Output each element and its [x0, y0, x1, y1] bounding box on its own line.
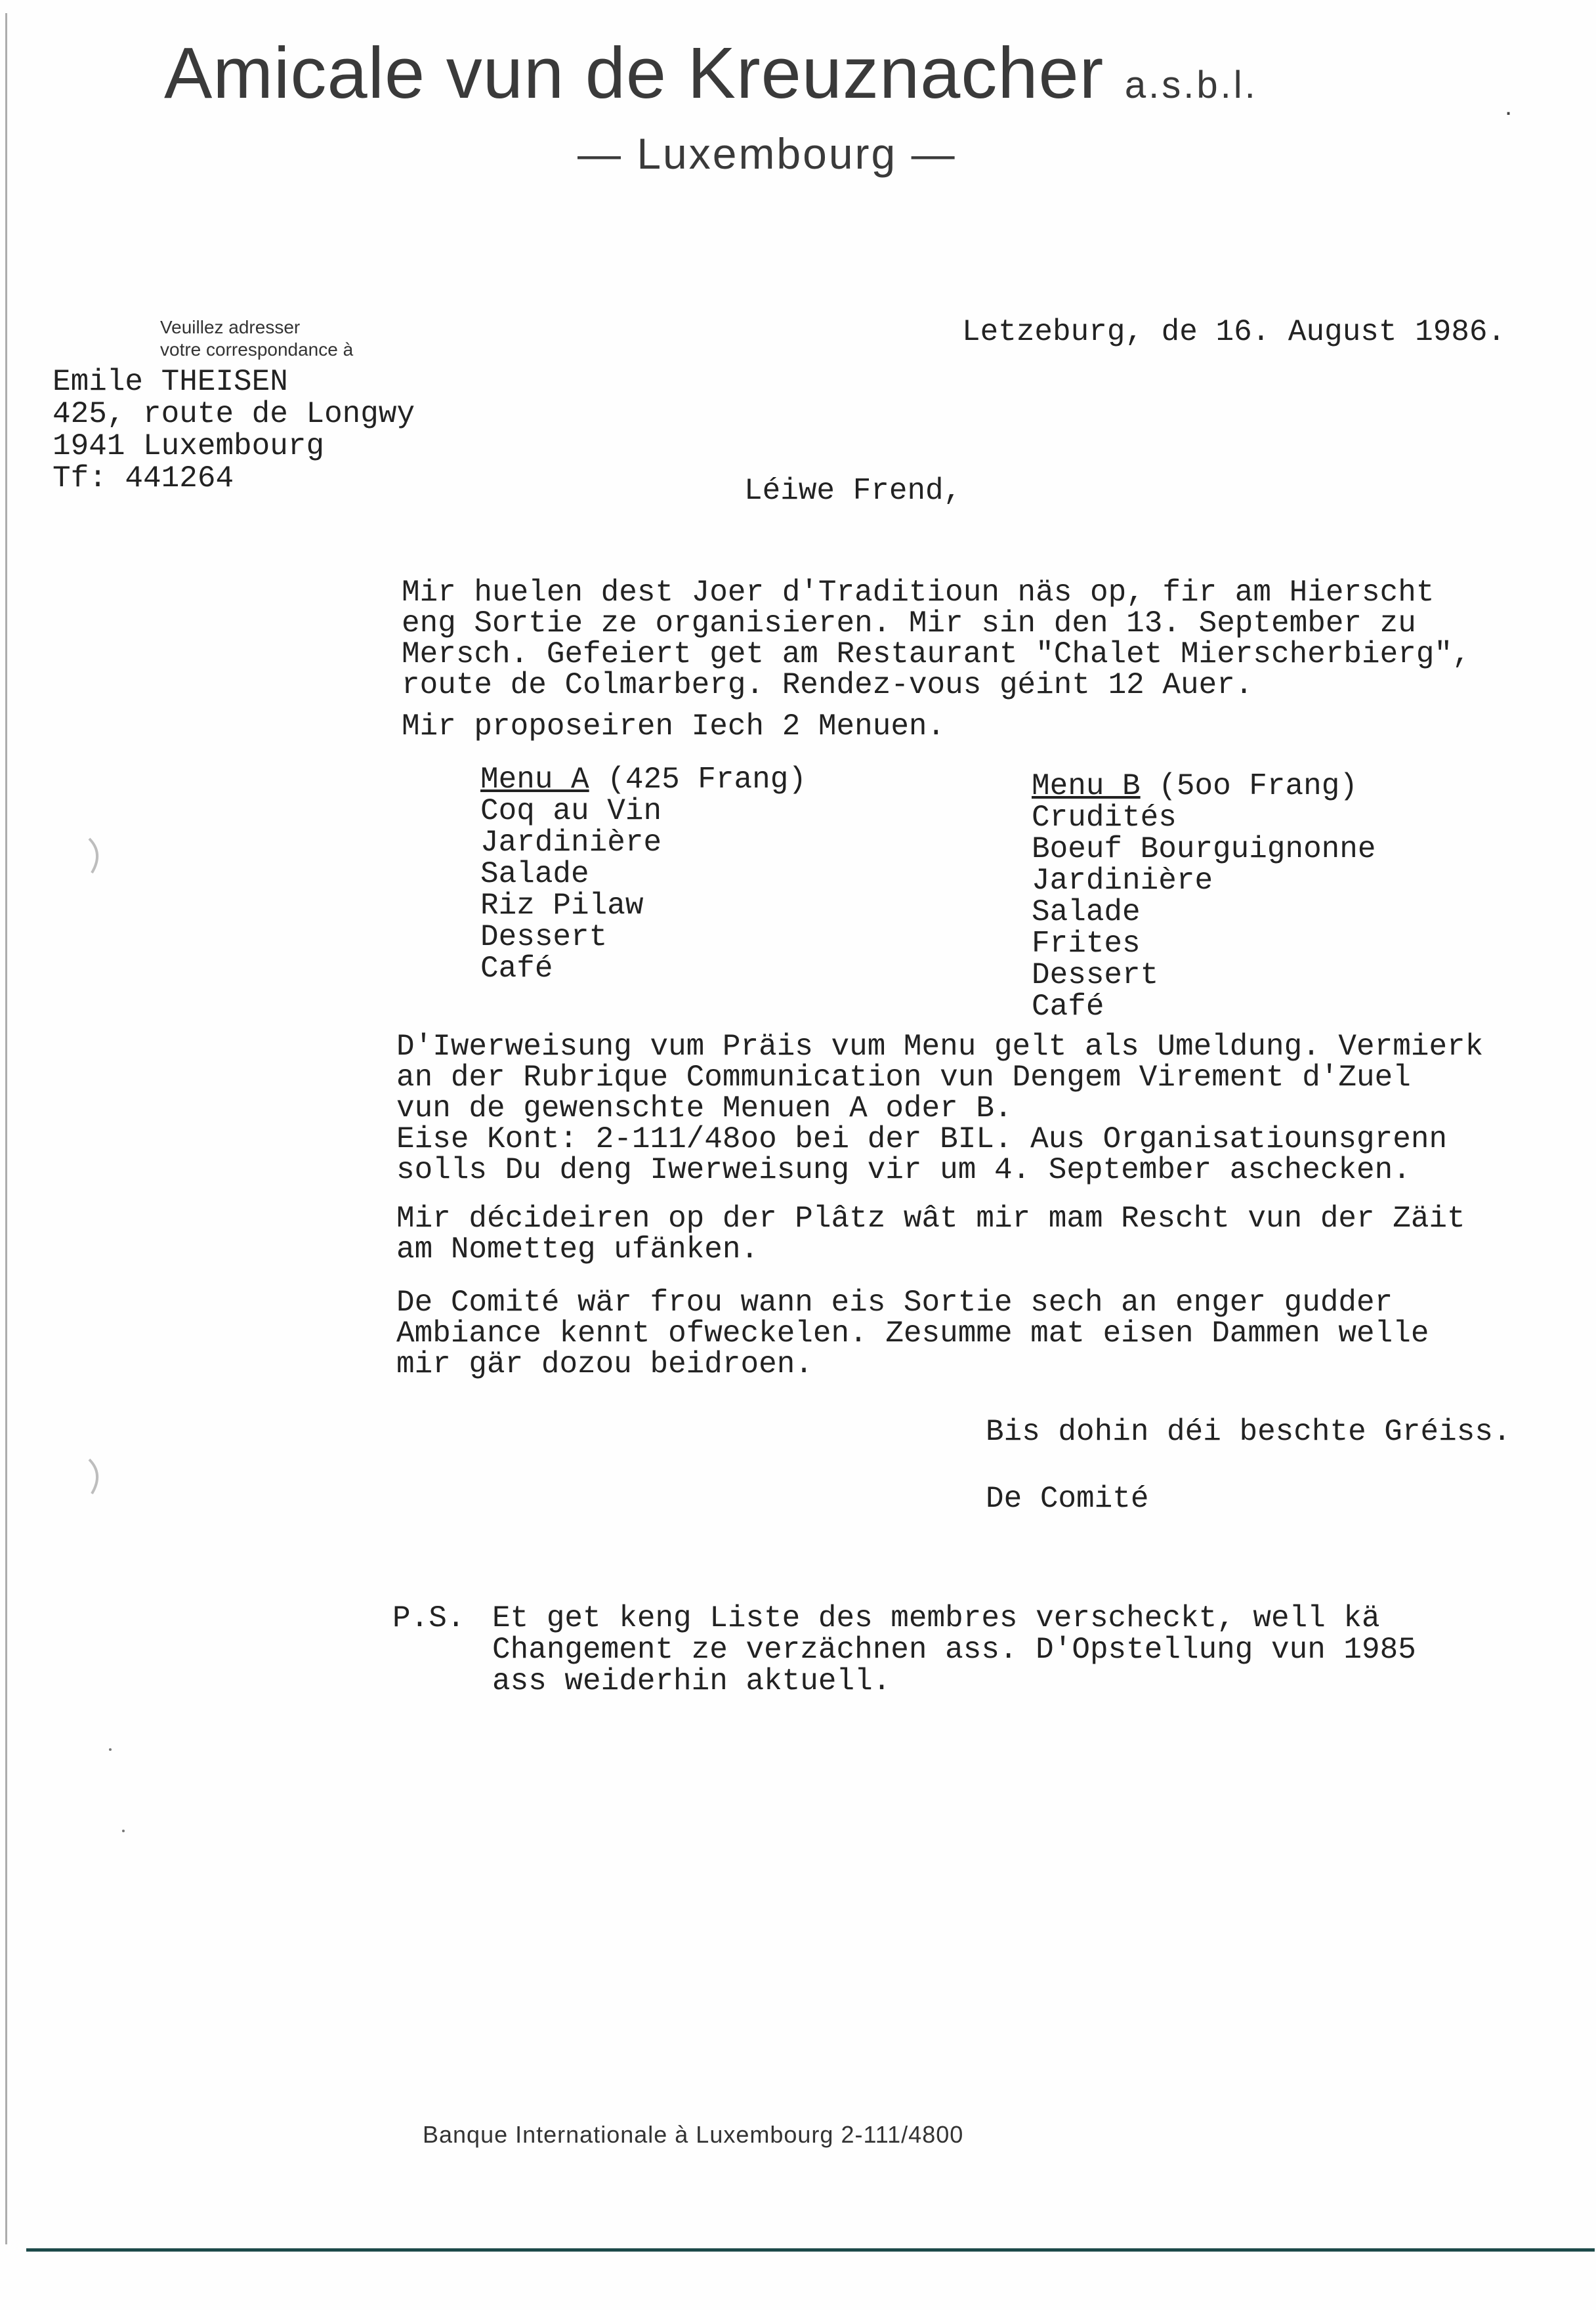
- menu-a-item: Café: [480, 952, 553, 986]
- committee-line: mir gär dozou beidroen.: [396, 1347, 813, 1381]
- payment-line: vun de gewenschte Menuen A oder B.: [396, 1091, 1013, 1125]
- committee-line: Ambiance kennt ofweckelen. Zesumme mat eisen Dammen welle: [396, 1316, 1429, 1351]
- payment-paragraph: [396, 1032, 1483, 1186]
- menu-b-price: (5oo Frang): [1158, 769, 1358, 803]
- page-edge-shadow: [5, 13, 7, 2244]
- paper-speck: [122, 1830, 125, 1832]
- closing-greeting: Bis dohin déi beschte Gréiss.: [986, 1415, 1511, 1449]
- intro-paragraph: [402, 578, 1471, 701]
- intro-line: route de Colmarberg. Rendez-vous géint 12 Auer.: [402, 668, 1253, 702]
- sender-city: 1941 Luxembourg: [52, 429, 325, 463]
- menu-a-price: (425 Frang): [607, 763, 807, 797]
- menu-b-item: Crudités: [1032, 801, 1177, 835]
- payment-line: Eise Kont: 2-111/48oo bei der BIL. Aus Organisatiounsgrenn: [396, 1122, 1448, 1156]
- ps-line: Et get keng Liste des membres verscheckt, well kä: [492, 1601, 1380, 1635]
- sender-name: Emile THEISEN: [52, 365, 288, 399]
- letterhead-suffix: a.s.b.l.: [1124, 64, 1258, 106]
- letterhead-city: — Luxembourg —: [578, 129, 957, 178]
- menu-b-item: Jardinière: [1032, 864, 1213, 898]
- afternoon-line: Mir décideiren op der Plâtz wât mir mam Rescht vun der Zäit: [396, 1202, 1465, 1236]
- intro-line: Mir huelen dest Joer d'Traditioun näs op, fir am Hierscht: [402, 576, 1435, 610]
- menu-a-heading: [480, 764, 807, 795]
- afternoon-line: am Nometteg ufänken.: [396, 1232, 759, 1267]
- menu-b-heading: [1032, 770, 1376, 802]
- menu-a-item: Coq au Vin: [480, 794, 662, 828]
- letter-date: Letzeburg, de 16. August 1986.: [962, 315, 1506, 349]
- paper-speck: [109, 1748, 112, 1751]
- menu-a-item: Riz Pilaw: [480, 889, 644, 923]
- signature: De Comité: [986, 1482, 1149, 1516]
- ps-line: ass weiderhin aktuell.: [492, 1664, 891, 1698]
- payment-line: an der Rubrique Communication vun Dengem Virement d'Zuel: [396, 1060, 1411, 1095]
- bottom-rule: [26, 2248, 1595, 2252]
- letterhead-title: [164, 32, 1258, 115]
- ps-label: P.S.: [392, 1601, 465, 1635]
- committee-paragraph: [396, 1288, 1429, 1380]
- punch-hole-mark: [70, 1454, 116, 1500]
- ps-body: [492, 1603, 1416, 1697]
- menu-b-item: Salade: [1032, 895, 1141, 929]
- intro-line: eng Sortie ze organisieren. Mir sin den 13. September zu: [402, 606, 1416, 640]
- committee-line: De Comité wär frou wann eis Sortie sech an enger gudder: [396, 1286, 1393, 1320]
- menu-b-item: Boeuf Bourguignonne: [1032, 832, 1376, 866]
- correspondence-note-line: Veuillez adresser: [160, 317, 301, 337]
- salutation: Léiwe Frend,: [744, 474, 962, 508]
- ps-line: Changement ze verzächnen ass. D'Opstellung vun 1985: [492, 1633, 1416, 1667]
- menu-b-item: Frites: [1032, 927, 1141, 961]
- proposal-line: Mir proposeiren Iech 2 Menuen.: [402, 709, 946, 744]
- sender-street: 425, route de Longwy: [52, 397, 415, 431]
- bank-footer: Banque Internationale à Luxembourg 2-111/4800: [423, 2121, 964, 2148]
- correspondence-note-line: votre correspondance à: [160, 339, 354, 360]
- menu-a-item: Salade: [480, 857, 589, 891]
- menu-a: [480, 764, 807, 984]
- menu-b-title: Menu B: [1032, 769, 1141, 803]
- menu-b-item: Dessert: [1032, 958, 1159, 992]
- sender-address: [52, 366, 415, 495]
- correspondence-note: [160, 316, 353, 361]
- stray-dot: .: [1505, 92, 1513, 121]
- afternoon-paragraph: [396, 1204, 1465, 1265]
- menu-a-title: Menu A: [480, 763, 589, 797]
- menu-a-item: Dessert: [480, 920, 608, 954]
- sender-phone: Tf: 441264: [52, 461, 234, 495]
- punch-hole-mark: [70, 833, 116, 879]
- menu-a-item: Jardinière: [480, 826, 662, 860]
- payment-line: solls Du deng Iwerweisung vir um 4. September aschecken.: [396, 1153, 1411, 1187]
- menu-b-item: Café: [1032, 990, 1104, 1024]
- payment-line: D'Iwerweisung vum Präis vum Menu gelt als Umeldung. Vermierk: [396, 1030, 1484, 1064]
- letterhead-name: Amicale vun de Kreuznacher: [164, 33, 1104, 114]
- intro-line: Mersch. Gefeiert get am Restaurant "Chalet Mierscherbierg",: [402, 637, 1471, 671]
- menu-b: [1032, 770, 1376, 1022]
